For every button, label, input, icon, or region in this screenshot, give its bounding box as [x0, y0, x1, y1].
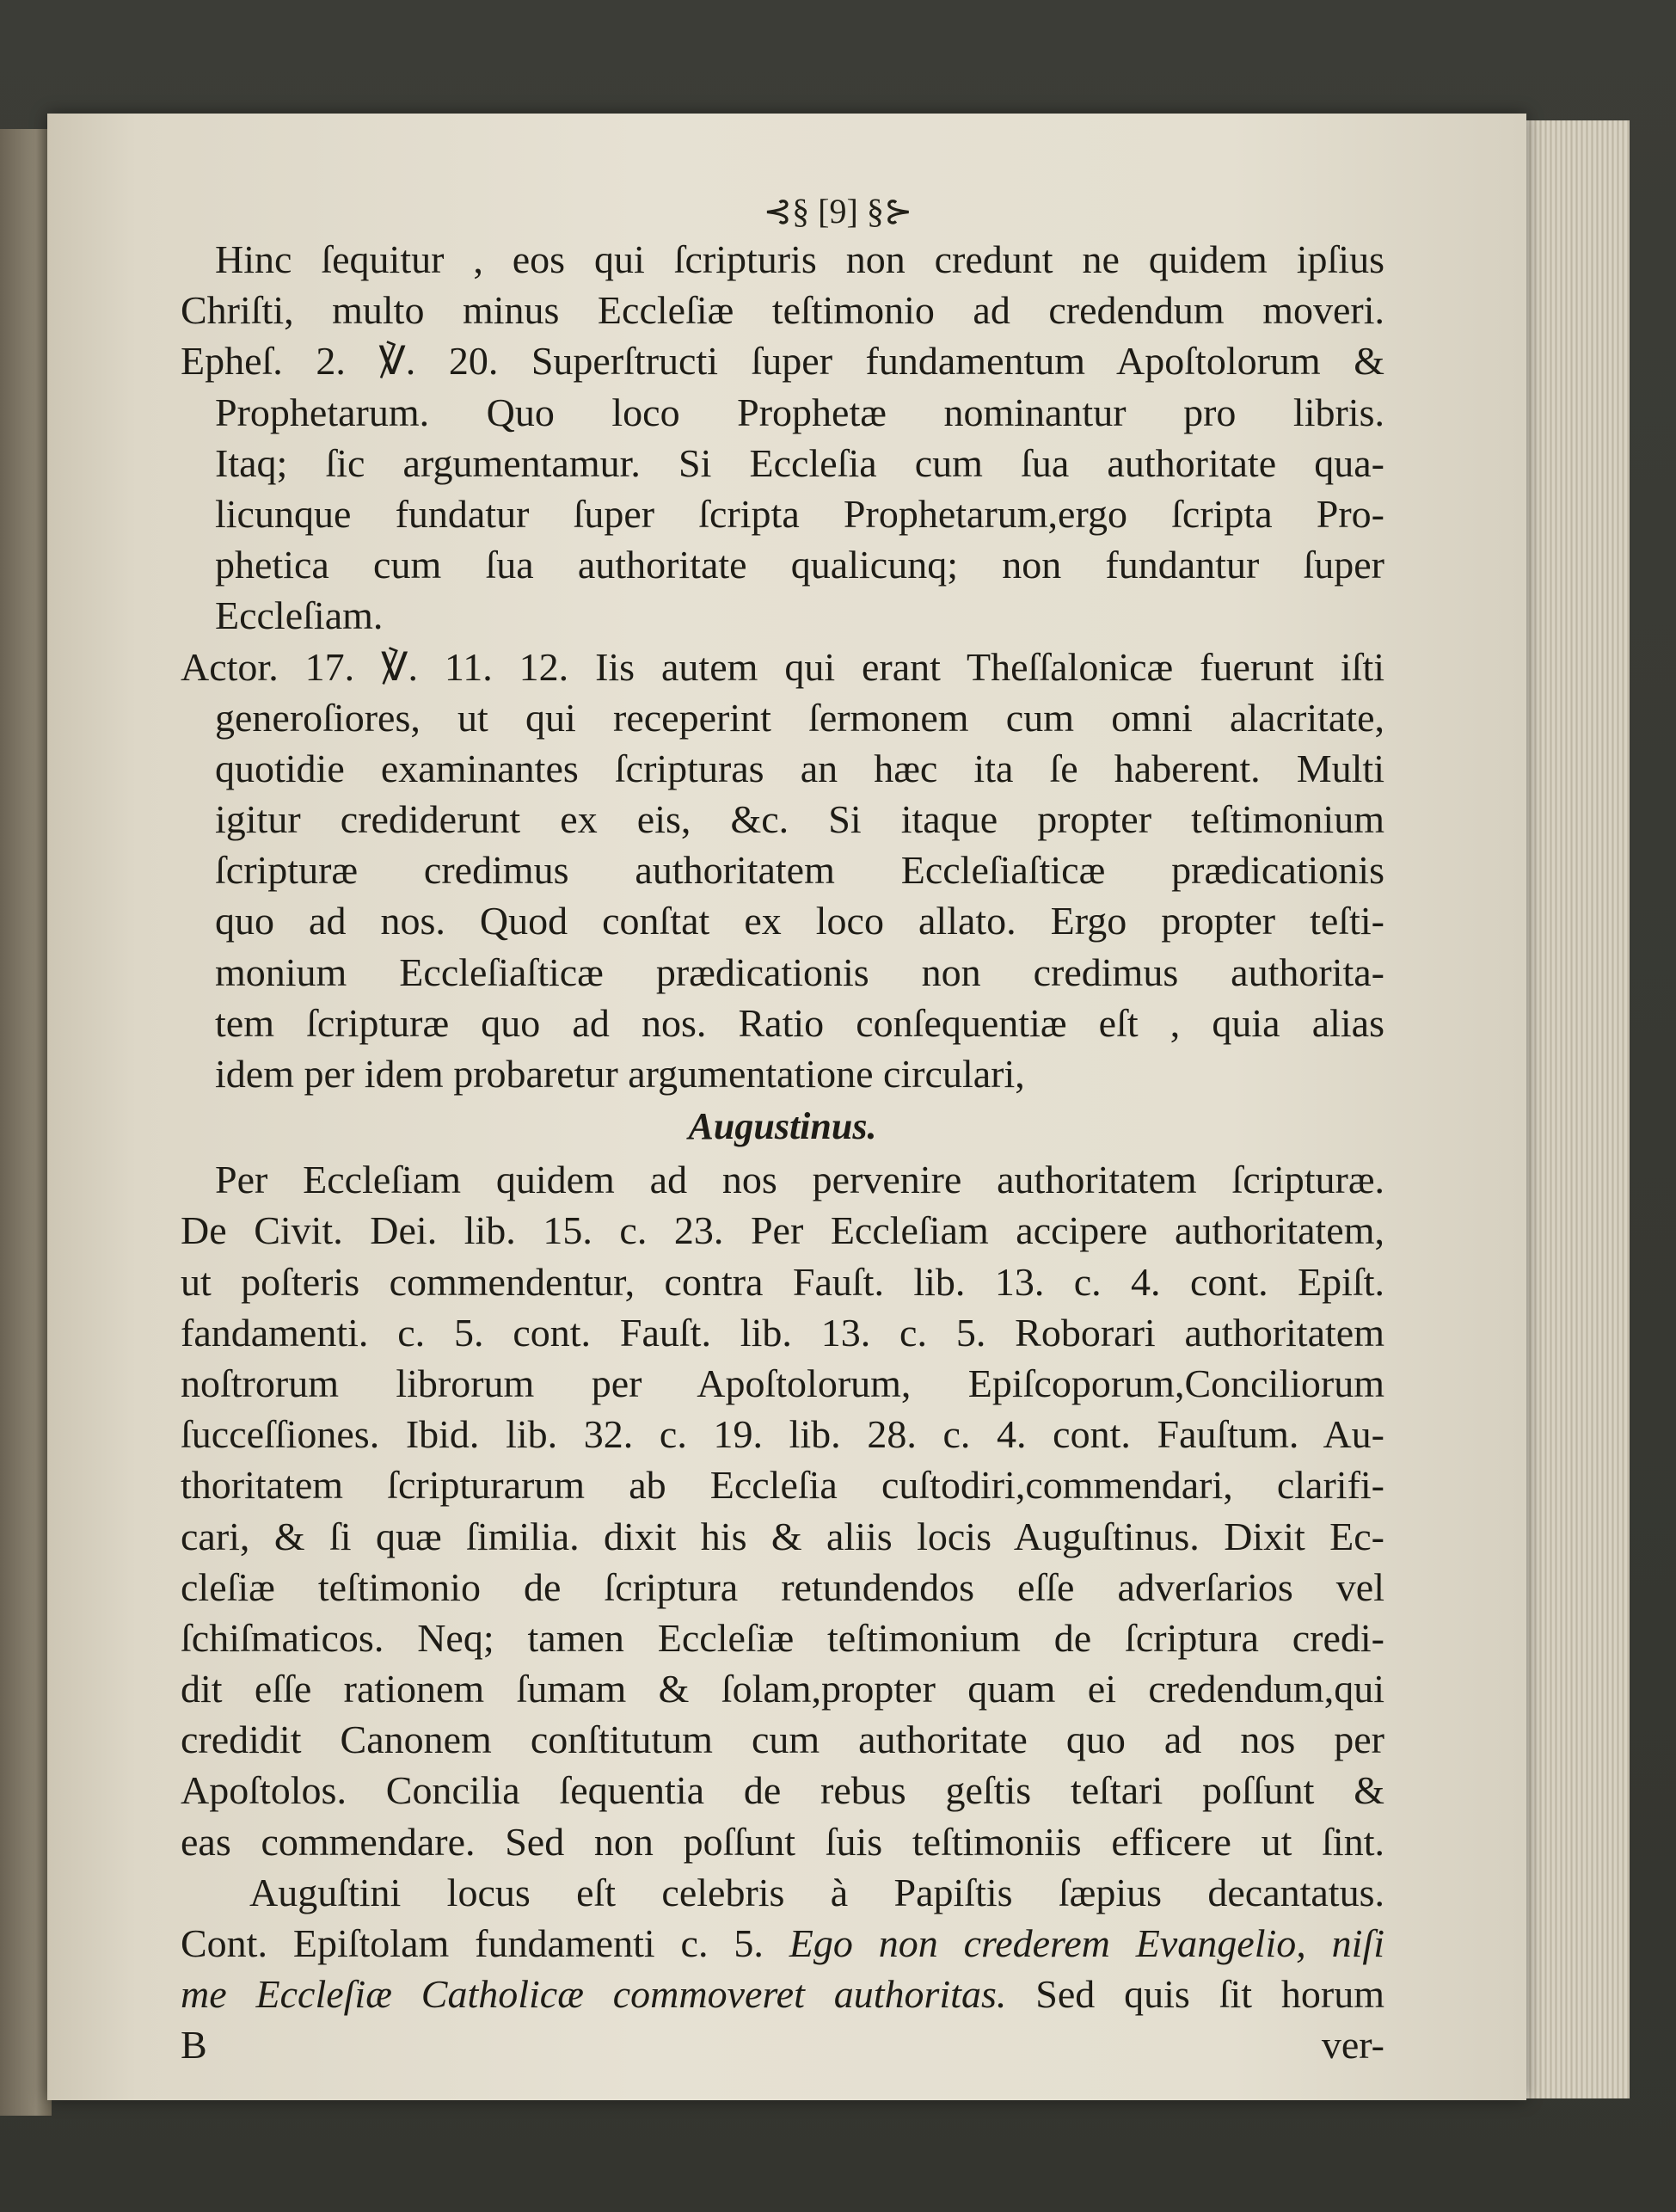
- continuation-text: Sed quis ſit horum: [1035, 1972, 1385, 2017]
- text-line: noſtrorum librorum per Apoſtolorum, Epiſcoporum,Conciliorum: [181, 1361, 1384, 1405]
- text-line: Prophetarum. Quo loco Prophetæ nominantur pro libris.: [215, 390, 1384, 434]
- text-line: ſcripturæ credimus authoritatem Eccleſiaſticæ prædicationis: [215, 848, 1384, 893]
- text-line: [181, 1918, 1384, 1969]
- text-line: credidit Canonem conſtitutum cum authoritate quo ad nos per: [181, 1717, 1384, 1762]
- text-line: Eccleſiam.: [215, 593, 384, 638]
- text-line: [181, 1969, 1384, 2019]
- body-text: [181, 234, 1384, 2071]
- text-line: quo ad nos. Quod conſtat ex loco allato. Ergo propter teſti-: [215, 899, 1384, 943]
- section-heading: Augustinus.: [688, 1105, 877, 1148]
- text-line: Per Eccleſiam quidem ad nos pervenire authoritatem ſcripturæ.: [215, 1158, 1384, 1202]
- text-line: cleſiæ teſtimonio de ſcriptura retundendos eſſe adverſarios vel: [181, 1564, 1384, 1609]
- text-line: licunque fundatur ſuper ſcripta Prophetarum,ergo ſcripta Pro-: [215, 491, 1384, 536]
- text-line: fandamenti. c. 5. cont. Fauſt. lib. 13. c. 5. Roborari authoritatem: [181, 1310, 1384, 1355]
- text-line: ſucceſſiones. Ibid. lib. 32. c. 19. lib. 28. c. 4. cont. Fauſtum. Au-: [181, 1412, 1384, 1457]
- text-line: cari, & ſi quæ ſimilia. dixit his & aliis locis Auguſtinus. Dixit Ec-: [181, 1514, 1384, 1558]
- text-line: Hinc ſequitur , eos qui ſcripturis non credunt ne quidem ipſius: [215, 237, 1384, 281]
- text-line: idem per idem probaretur argumentatione circulari,: [215, 1052, 1025, 1096]
- text-line: dit eſſe rationem ſumam & ſolam,propter quam ei credendum,qui: [181, 1667, 1384, 1711]
- text-line: thoritatem ſcripturarum ab Eccleſia cuſtodiri,commendari, clarifi-: [181, 1463, 1384, 1508]
- text-line: generoſiores, ut qui receperint ſermonem cum omni alacritate,: [215, 695, 1384, 740]
- page-number-header: ⊰§ [9] §⊱: [763, 192, 913, 230]
- signature-mark: B: [181, 2023, 207, 2068]
- text-line: tem ſcripturæ quo ad nos. Ratio conſequentiæ eſt , quia alias: [215, 1000, 1384, 1045]
- text-line: Epheſ. 2. ℣. 20. Superſtructi ſuper fundamentum Apoſtolorum &: [181, 339, 1384, 384]
- previous-page-edge: [0, 129, 52, 2116]
- footer-line: [181, 2019, 1384, 2070]
- text-line: Actor. 17. ℣. 11. 12. Iis autem qui erant Theſſalonicæ fuerunt iſti: [181, 644, 1384, 689]
- text-line: Apoſtolos. Concilia ſequentia de rebus geſtis teſtari poſſunt &: [181, 1768, 1384, 1813]
- text-line: Auguſtini locus eſt celebris à Papiſtis ſæpius decantatus.: [249, 1870, 1384, 1914]
- text-line: Chriſti, multo minus Eccleſiæ teſtimonio ad credendum moveri.: [181, 288, 1384, 333]
- text-line: igitur crediderunt ex eis, &c. Si itaque propter teſtimonium: [215, 797, 1384, 842]
- text-line: De Civit. Dei. lib. 15. c. 23. Per Eccleſiam accipere authoritatem,: [181, 1208, 1384, 1253]
- text-line: ut poſteris commendentur, contra Fauſt. lib. 13. c. 4. cont. Epiſt.: [181, 1259, 1384, 1304]
- text-line: phetica cum ſua authoritate qualicunq; non fundantur ſuper: [215, 543, 1384, 587]
- text-line: Itaq; ſic argumentamur. Si Eccleſia cum ſua authoritate qua-: [215, 440, 1384, 485]
- quotation-text: me Eccleſiæ Catholicæ commoveret authoritas.: [181, 1972, 1007, 2017]
- citation-text: Cont. Epiſtolam fundamenti c. 5.: [181, 1921, 764, 1965]
- quotation-text: Ego non crederem Evangelio, niſi: [789, 1921, 1384, 1965]
- catchword: ver-: [1321, 2023, 1384, 2068]
- page-stack-edges: [1526, 120, 1630, 2098]
- text-line: quotidie examinantes ſcripturas an hæc ita ſe haberent. Multi: [215, 746, 1384, 790]
- text-line: ſchiſmaticos. Neq; tamen Eccleſiæ teſtimonium de ſcriptura credi-: [181, 1615, 1384, 1660]
- text-line: eas commendare. Sed non poſſunt ſuis teſtimoniis efficere ut ſint.: [181, 1819, 1384, 1864]
- text-line: monium Eccleſiaſticæ prædicationis non credimus authorita-: [215, 949, 1384, 994]
